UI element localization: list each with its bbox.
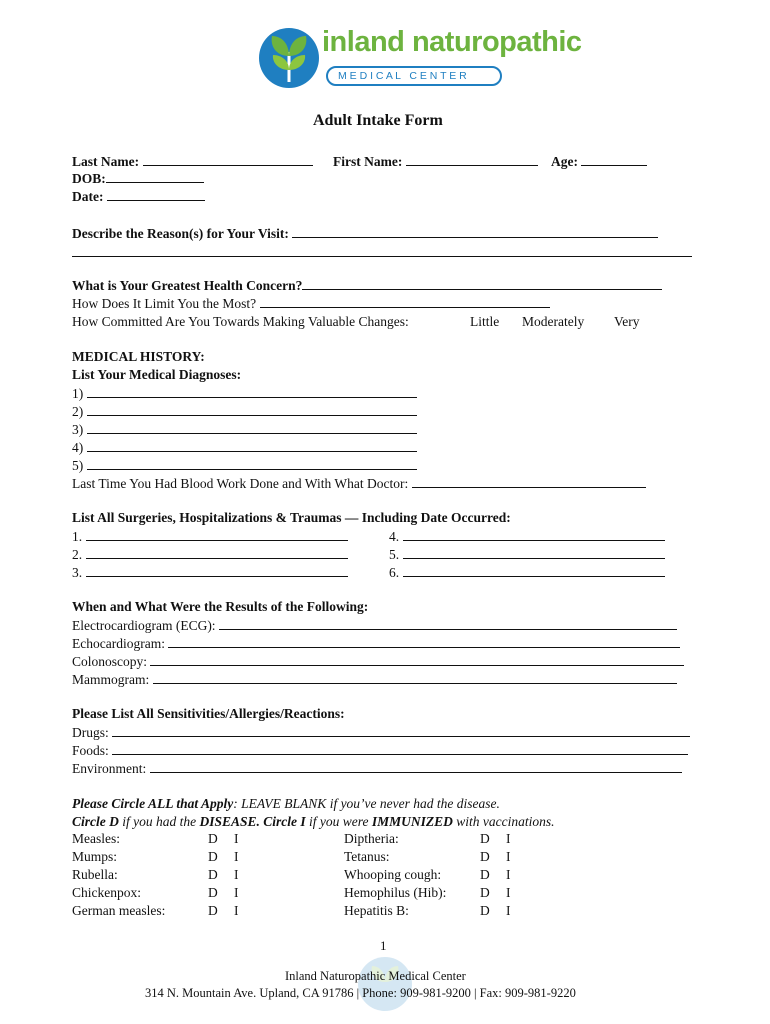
- foods-label: Foods:: [72, 743, 109, 758]
- surgery-row: [72, 528, 348, 545]
- committed-row: [72, 314, 409, 330]
- surgery-number: 1.: [72, 529, 83, 544]
- colonoscopy-field[interactable]: [150, 653, 684, 666]
- limit-row: [72, 295, 550, 312]
- concern-field[interactable]: [302, 277, 662, 290]
- bloodwork-label: Last Time You Had Blood Work Done and With What Doctor:: [72, 476, 409, 491]
- last-name-field[interactable]: [143, 153, 313, 166]
- disease-label: Mumps:: [72, 849, 118, 864]
- drugs-label: Drugs:: [72, 725, 109, 740]
- surgery-number: 5.: [389, 547, 400, 562]
- diagnosis-number: 3): [72, 422, 84, 437]
- immunized-option-i[interactable]: I: [506, 903, 511, 918]
- allergies-row-drugs: [72, 724, 690, 741]
- footer-phone: Phone: 909-981-9200: [362, 986, 471, 1000]
- disease-label: Hepatitis B:: [344, 903, 409, 918]
- surgery-number: 2.: [72, 547, 83, 562]
- ecg-label: Electrocardiogram (ECG):: [72, 618, 216, 633]
- immunized-option-i[interactable]: I: [234, 867, 239, 882]
- surgery-number: 6.: [389, 565, 400, 580]
- diagnosis-field[interactable]: [87, 421, 417, 434]
- diagnosis-row: [72, 421, 417, 438]
- footer-address: 314 N. Mountain Ave. Upland, CA 91786: [145, 986, 354, 1000]
- results-row-mammogram: [72, 671, 677, 688]
- committed-option-little[interactable]: Little: [470, 314, 500, 329]
- echocardiogram-label: Echocardiogram:: [72, 636, 165, 651]
- surgery-row: [72, 546, 348, 563]
- date-label: Date:: [72, 189, 104, 204]
- medical-history-heading: MEDICAL HISTORY:: [72, 349, 205, 364]
- diagnosis-row: [72, 385, 417, 402]
- diagnosis-number: 1): [72, 386, 84, 401]
- diagnosis-field[interactable]: [87, 457, 417, 470]
- form-title: Adult Intake Form: [313, 112, 443, 129]
- date-row: [72, 188, 205, 205]
- environment-label: Environment:: [72, 761, 147, 776]
- if-had-text: if you had the: [118, 814, 200, 829]
- limit-label: How Does It Limit You the Most?: [72, 296, 257, 311]
- ecg-field[interactable]: [219, 617, 677, 630]
- surgery-row: [72, 564, 348, 581]
- diagnosis-number: 4): [72, 440, 84, 455]
- disease-option-d[interactable]: D: [480, 867, 490, 882]
- circle-d-text: Circle D: [72, 814, 119, 829]
- colonoscopy-label: Colonoscopy:: [72, 654, 148, 669]
- committed-option-moderately[interactable]: Moderately: [522, 314, 585, 329]
- never-had-text: if you’ve never had the disease.: [326, 796, 500, 811]
- footer-separator: |: [356, 986, 360, 1000]
- reason-label: Describe the Reason(s) for Your Visit:: [72, 226, 289, 241]
- echocardiogram-field[interactable]: [168, 635, 680, 648]
- mammogram-field[interactable]: [153, 671, 677, 684]
- drugs-field[interactable]: [112, 724, 690, 737]
- immunized-option-i[interactable]: I: [234, 849, 239, 864]
- disease-label: Whooping cough:: [344, 867, 442, 882]
- results-heading: When and What Were the Results of the Following:: [72, 599, 369, 614]
- dob-row: [72, 170, 204, 187]
- disease-option-d[interactable]: D: [208, 903, 218, 918]
- circle-all-text: Please Circle ALL that Apply: [72, 796, 234, 811]
- surgery-field[interactable]: [86, 528, 348, 541]
- disease-label: Chickenpox:: [72, 885, 141, 900]
- immunized-option-i[interactable]: I: [506, 867, 511, 882]
- concern-row: [72, 277, 662, 294]
- dob-label: DOB:: [72, 171, 106, 186]
- disease-label: Measles:: [72, 831, 120, 846]
- diagnosis-number: 2): [72, 404, 84, 419]
- leave-blank-text: : LEAVE BLANK: [233, 796, 327, 811]
- committed-option-very[interactable]: Very: [614, 314, 640, 329]
- committed-label: How Committed Are You Towards Making Valuable Changes:: [72, 314, 409, 329]
- immunized-option-i[interactable]: I: [506, 831, 511, 846]
- disease-option-d[interactable]: D: [480, 885, 490, 900]
- with-vaccinations-text: with vaccinations.: [452, 814, 555, 829]
- environment-field[interactable]: [150, 760, 682, 773]
- disease-label: Diptheria:: [344, 831, 399, 846]
- immunized-text: IMMUNIZED: [371, 814, 453, 829]
- surgeries-heading: List All Surgeries, Hospitalizations & Traumas — Including Date Occurred:: [72, 510, 511, 525]
- logo-subtitle-bar: [326, 66, 502, 86]
- vaccination-instructions-line-2: [72, 814, 555, 830]
- age-row: [551, 153, 647, 170]
- footer-contact: [145, 986, 576, 1001]
- surgery-field[interactable]: [86, 546, 348, 559]
- disease-label: German measles:: [72, 903, 166, 918]
- reason-field[interactable]: [292, 225, 658, 238]
- logo-name: inland naturopathic: [322, 26, 582, 58]
- mammogram-label: Mammogram:: [72, 672, 150, 687]
- allergies-row-foods: [72, 742, 688, 759]
- footer-org-name: Inland Naturopathic Medical Center: [285, 969, 466, 983]
- if-were-text: if you were: [305, 814, 372, 829]
- first-name-field[interactable]: [406, 153, 538, 166]
- immunized-option-i[interactable]: I: [234, 831, 239, 846]
- diagnosis-field[interactable]: [87, 385, 417, 398]
- surgery-row: [389, 564, 665, 581]
- immunized-option-i[interactable]: I: [234, 903, 239, 918]
- reason-field-line-2[interactable]: [72, 256, 692, 257]
- disease-option-d[interactable]: D: [208, 831, 218, 846]
- surgery-row: [389, 546, 665, 563]
- vaccination-instructions-line-1: [72, 796, 500, 812]
- immunized-option-i[interactable]: I: [506, 849, 511, 864]
- allergies-row-environment: [72, 760, 682, 777]
- diagnosis-row: [72, 403, 417, 420]
- surgery-row: [389, 528, 665, 545]
- surgery-field[interactable]: [403, 546, 665, 559]
- diagnosis-field[interactable]: [87, 439, 417, 452]
- diagnosis-row: [72, 439, 417, 456]
- results-row-echo: [72, 635, 680, 652]
- footer-separator: |: [474, 986, 477, 1000]
- diagnosis-row: [72, 457, 417, 474]
- immunized-option-i[interactable]: I: [234, 885, 239, 900]
- disease-option-d[interactable]: D: [480, 849, 490, 864]
- disease-label: Rubella:: [72, 867, 118, 882]
- diagnoses-heading: List Your Medical Diagnoses:: [72, 367, 242, 382]
- page-number: 1: [380, 938, 387, 953]
- surgery-number: 4.: [389, 529, 400, 544]
- date-field[interactable]: [107, 188, 205, 201]
- disease-label: Tetanus:: [344, 849, 390, 864]
- disease-option-d[interactable]: D: [480, 903, 490, 918]
- surgery-field[interactable]: [86, 564, 348, 577]
- age-label: Age:: [551, 154, 578, 169]
- results-row-colonoscopy: [72, 653, 684, 670]
- bloodwork-row: [72, 475, 646, 492]
- allergies-heading: Please List All Sensitivities/Allergies/Reactions:: [72, 706, 345, 721]
- leaf-logo-icon: [258, 26, 320, 90]
- diagnosis-field[interactable]: [87, 403, 417, 416]
- first-name-row: [333, 153, 538, 170]
- diagnosis-number: 5): [72, 458, 84, 473]
- watermark-logo-icon: [357, 956, 413, 1012]
- last-name-row: [72, 153, 313, 170]
- footer-fax: Fax: 909-981-9220: [479, 986, 576, 1000]
- disease-option-d[interactable]: D: [208, 867, 218, 882]
- surgery-field[interactable]: [403, 564, 665, 577]
- foods-field[interactable]: [112, 742, 688, 755]
- disease-circle-i-text: DISEASE. Circle I: [199, 814, 306, 829]
- disease-option-d[interactable]: D: [208, 885, 218, 900]
- reason-row: [72, 225, 658, 242]
- limit-field[interactable]: [260, 295, 550, 308]
- disease-option-d[interactable]: D: [208, 849, 218, 864]
- last-name-label: Last Name:: [72, 154, 140, 169]
- surgery-field[interactable]: [403, 528, 665, 541]
- logo: [258, 24, 582, 94]
- immunized-option-i[interactable]: I: [506, 885, 511, 900]
- first-name-label: First Name:: [333, 154, 403, 169]
- age-field[interactable]: [581, 153, 647, 166]
- concern-label: What is Your Greatest Health Concern?: [72, 278, 303, 293]
- disease-label: Hemophilus (Hib):: [344, 885, 447, 900]
- dob-field[interactable]: [106, 170, 204, 183]
- bloodwork-field[interactable]: [412, 475, 646, 488]
- logo-subtitle: M E D I C A L C E N T E R: [338, 70, 467, 82]
- disease-option-d[interactable]: D: [480, 831, 490, 846]
- results-row-ecg: [72, 617, 677, 634]
- surgery-number: 3.: [72, 565, 83, 580]
